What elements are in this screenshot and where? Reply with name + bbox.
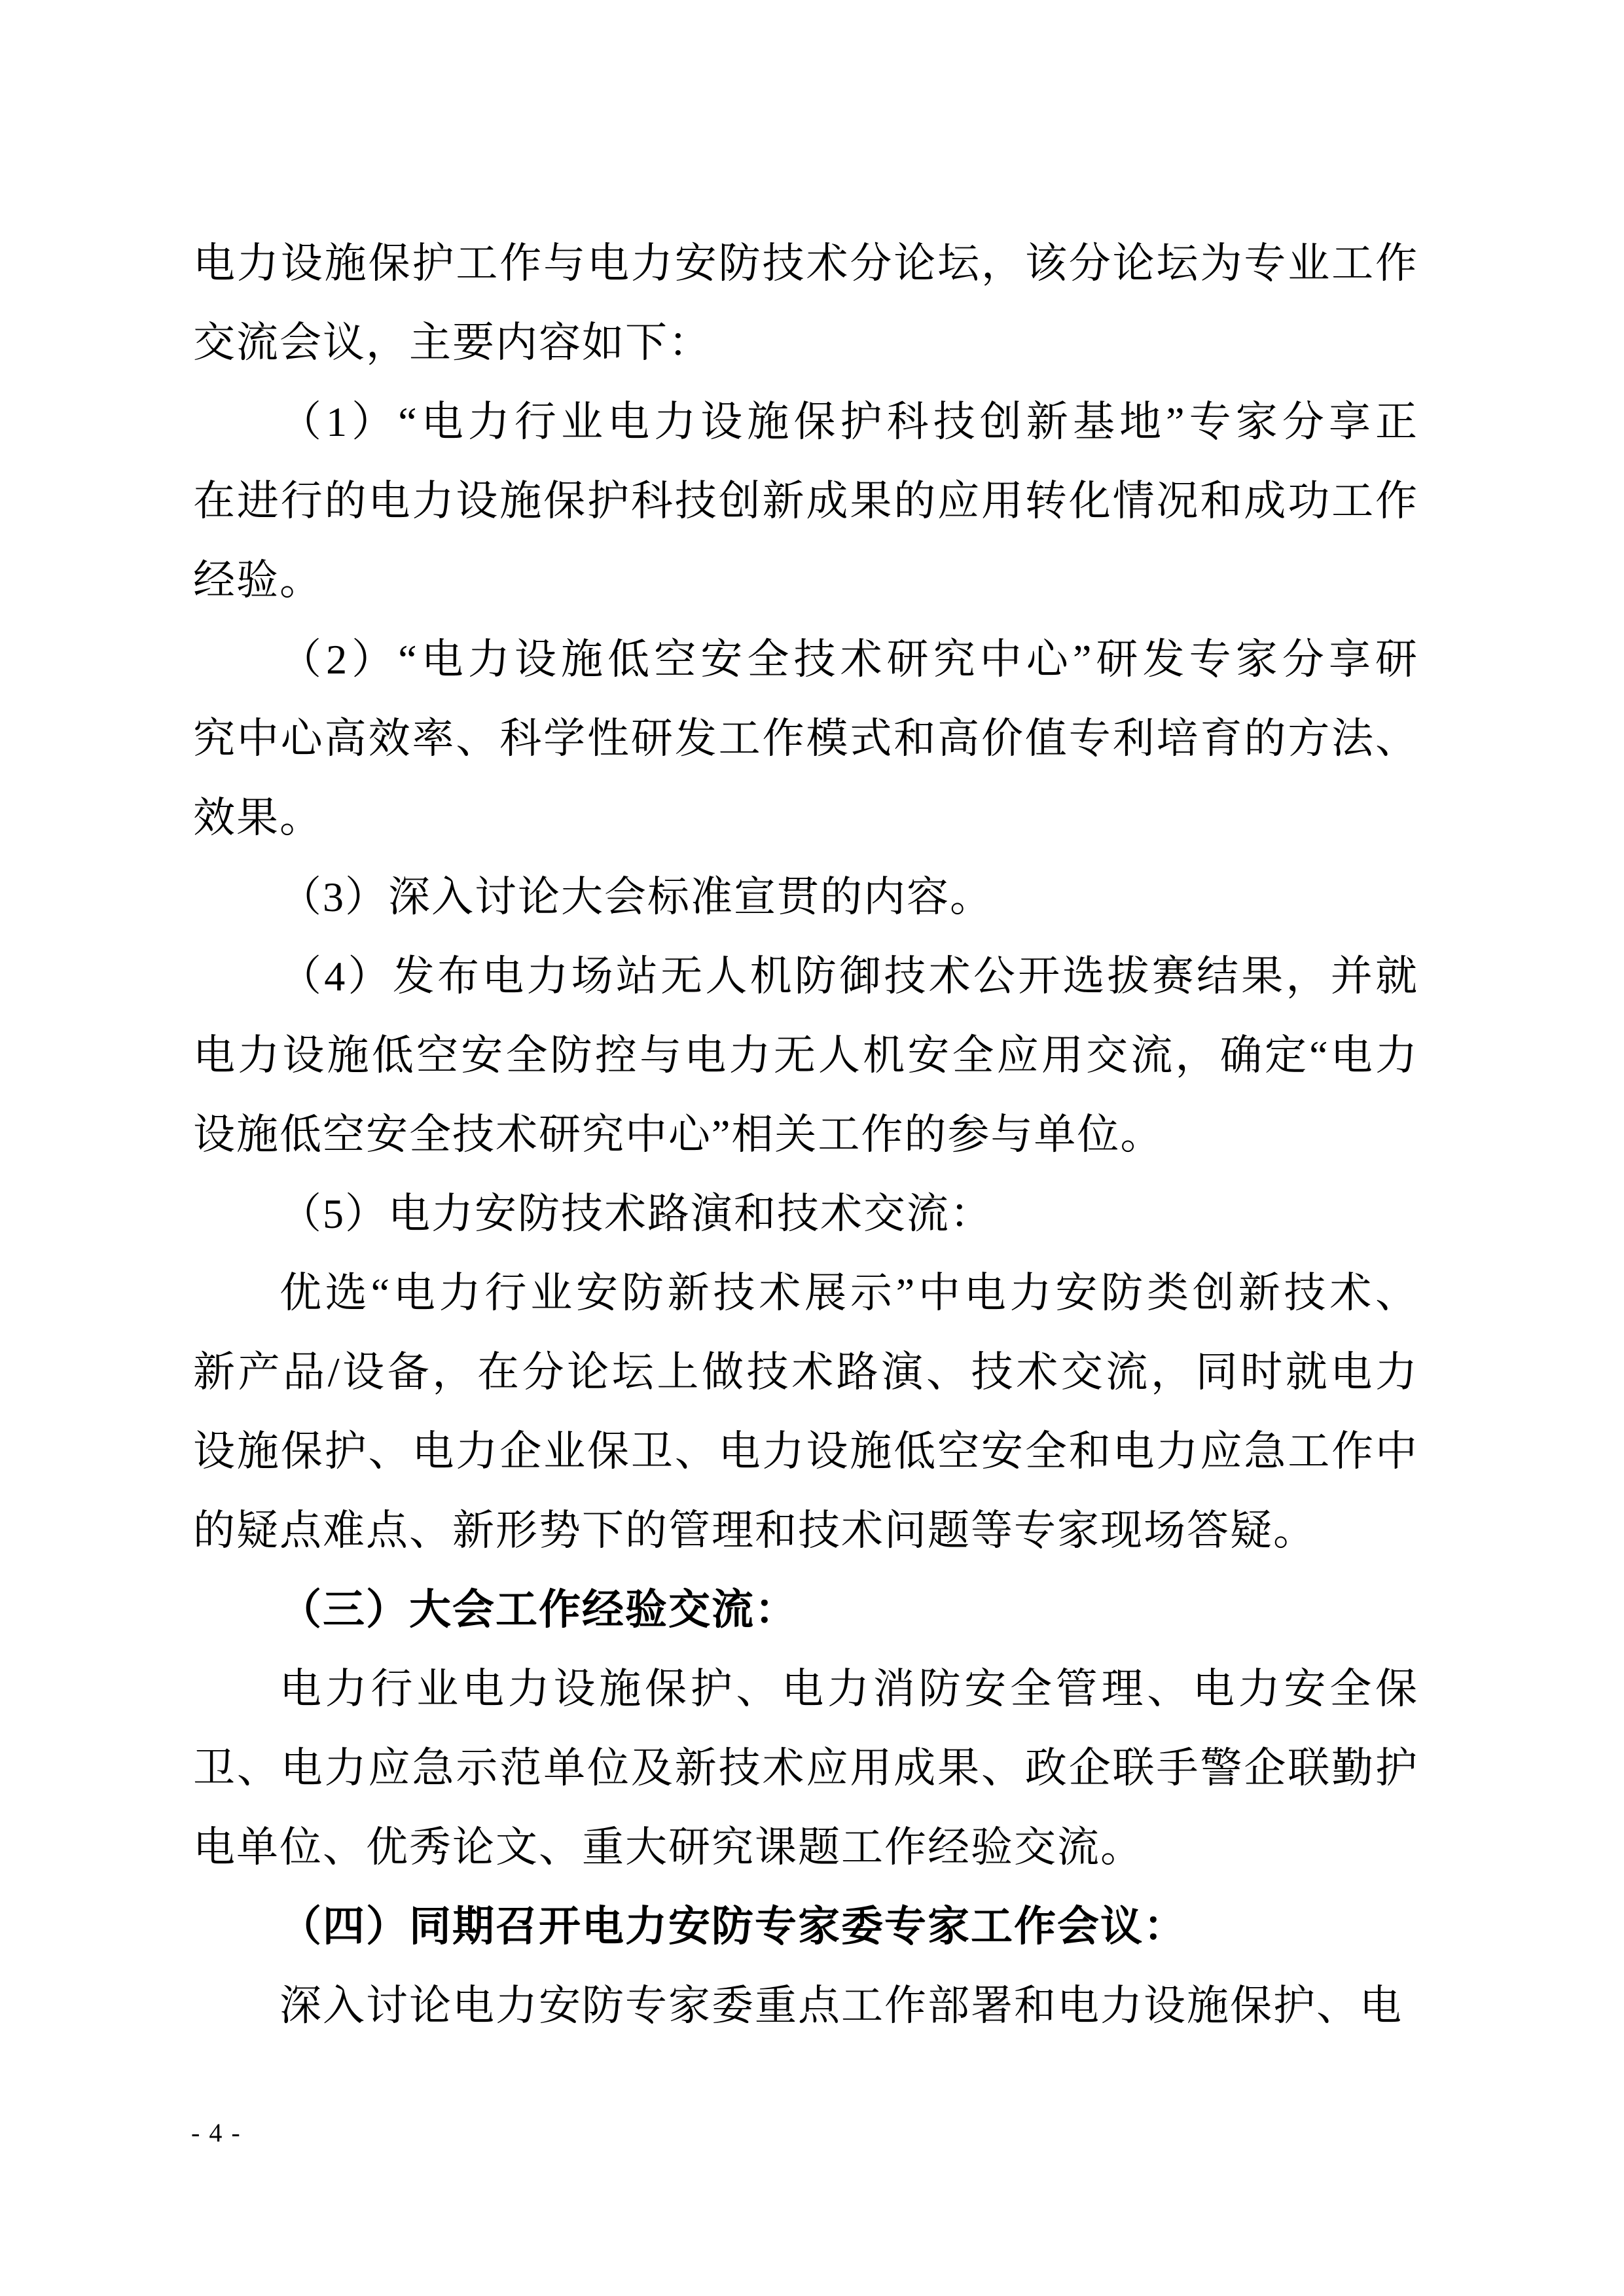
- text-line: （4）发布电力场站无人机防御技术公开选拔赛结果，并就: [280, 953, 1418, 999]
- text-line: 新产品/设备，在分论坛上做技术路演、技术交流，同时就电力: [193, 1349, 1418, 1395]
- text-line: 电力行业电力设施保护、电力消防安全管理、电力安全保: [280, 1666, 1418, 1712]
- text-line: 电力设施保护工作与电力安防技术分论坛，该分论坛为专业工作: [193, 240, 1418, 287]
- text-line: 优选“电力行业安防新技术展示”中电力安防类创新技术、: [280, 1270, 1418, 1316]
- text-line: 交流会议，主要内容如下：: [193, 319, 712, 366]
- section-heading: （四）同期召开电力安防专家委专家工作会议：: [280, 1903, 1187, 1950]
- text-line: 经验。: [193, 557, 323, 603]
- text-line: （5）电力安防技术路演和技术交流：: [280, 1191, 993, 1237]
- text-line: 卫、电力应急示范单位及新技术应用成果、政企联手警企联勤护: [193, 1745, 1418, 1791]
- text-line: 的疑点难点、新形势下的管理和技术问题等专家现场答疑。: [193, 1507, 1316, 1554]
- section-heading: （三）大会工作经验交流：: [280, 1587, 798, 1633]
- text-line: 究中心高效率、科学性研发工作模式和高价值专利培育的方法、: [193, 715, 1418, 762]
- text-line: 在进行的电力设施保护科技创新成果的应用转化情况和成功工作: [193, 478, 1418, 524]
- text-line: 效果。: [193, 795, 323, 841]
- text-line: 设施低空安全技术研究中心”相关工作的参与单位。: [193, 1111, 1164, 1158]
- text-line: （3）深入讨论大会标准宣贯的内容。: [280, 874, 993, 920]
- body-text: [193, 224, 1418, 2045]
- text-line: （1）“电力行业电力设施保护科技创新基地”专家分享正: [280, 399, 1418, 445]
- text-line: 设施保护、电力企业保卫、电力设施低空安全和电力应急工作中: [193, 1428, 1418, 1475]
- text-line: （2）“电力设施低空安全技术研究中心”研发专家分享研: [280, 636, 1418, 683]
- text-line: 电单位、优秀论文、重大研究课题工作经验交流。: [193, 1824, 1144, 1871]
- page-number: - 4 -: [191, 2118, 242, 2147]
- text-line: 深入讨论电力安防专家委重点工作部署和电力设施保护、电: [280, 1982, 1403, 2029]
- text-line: 电力设施低空安全防控与电力无人机安全应用交流，确定“电力: [193, 1032, 1418, 1079]
